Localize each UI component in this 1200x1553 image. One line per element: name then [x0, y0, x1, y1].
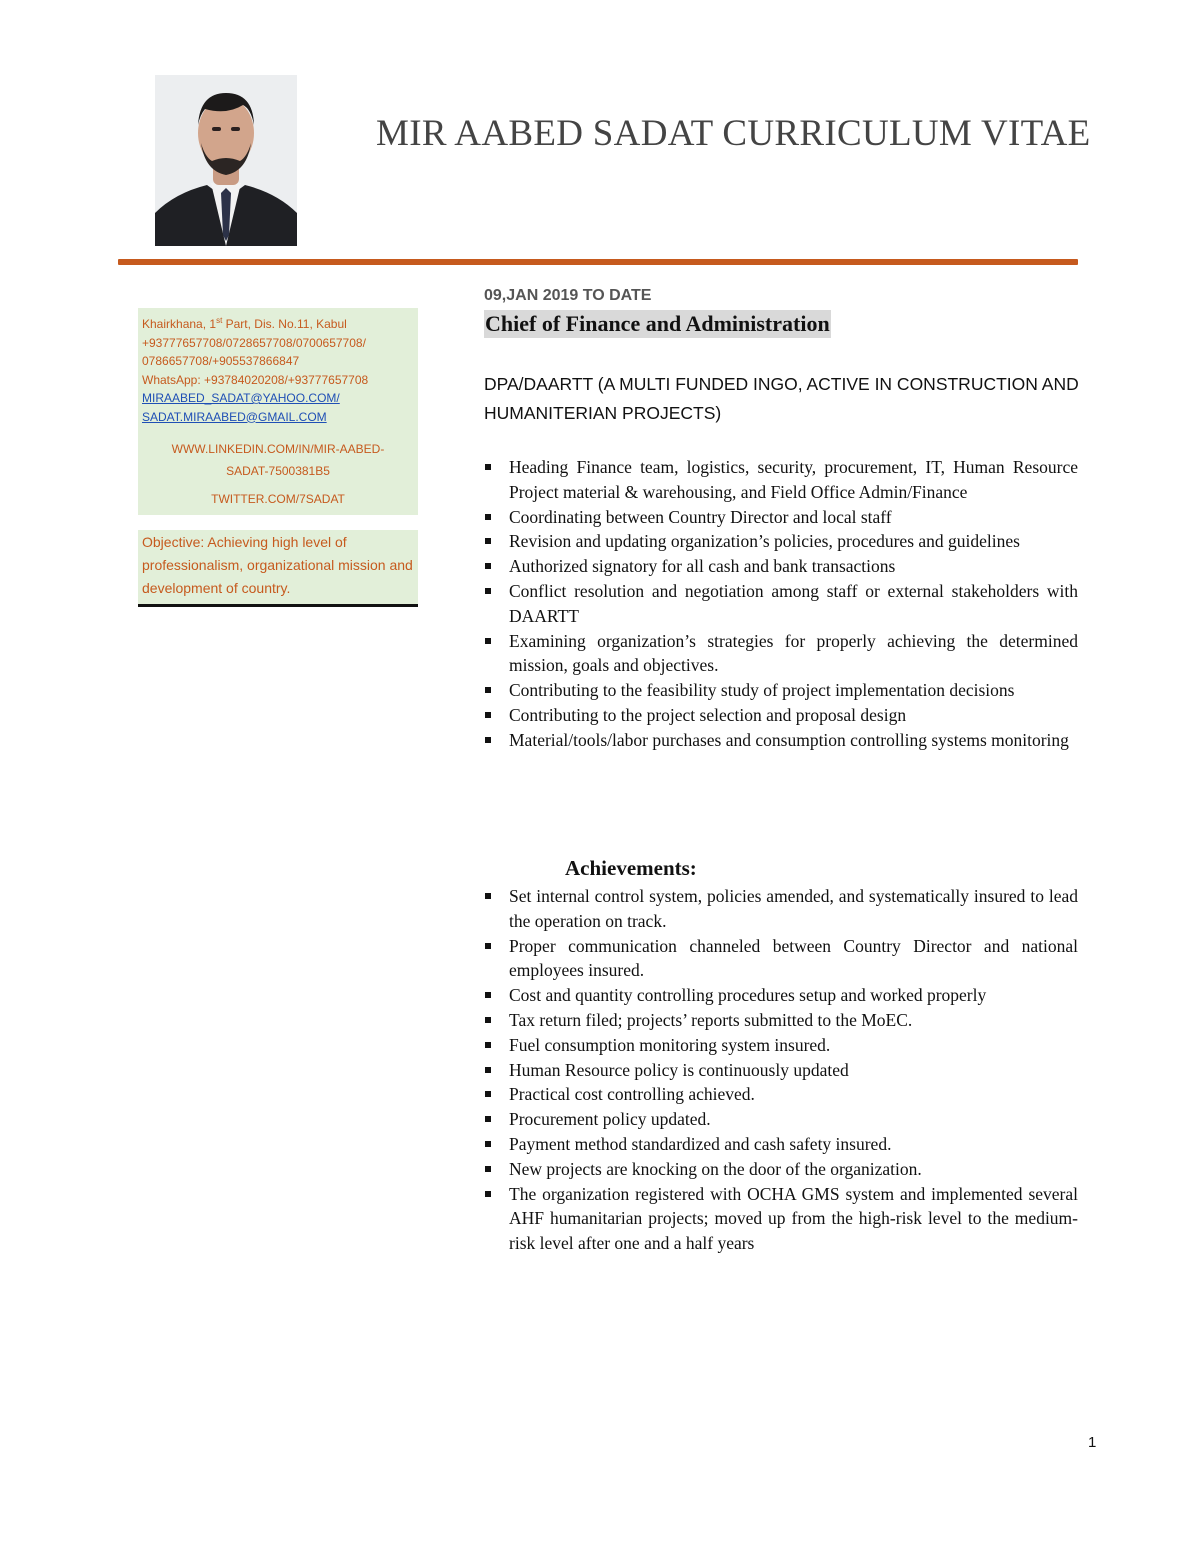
achievement-text: Cost and quantity controlling procedures setup and worked properly: [509, 985, 987, 1006]
list-item: [484, 455, 1078, 505]
achievement-text: Proper communication channeled between Country Director and national employees insured.: [509, 935, 1078, 981]
bullet-icon: [485, 1067, 491, 1073]
spacer: [142, 426, 414, 438]
cv-title: MIR AABED SADAT CURRICULUM VITAE: [376, 113, 1091, 154]
phones-line-1: +93777657708/0728657708/0700657708/: [142, 335, 366, 350]
list-item: [484, 1033, 1078, 1058]
bullet-icon: [485, 737, 491, 743]
list-item: [484, 554, 1078, 579]
achievement-text: Procurement policy updated.: [509, 1109, 711, 1130]
bullet-icon: [485, 1042, 491, 1048]
header-divider: [118, 259, 1078, 265]
bullet-icon: [485, 514, 491, 520]
bullet-icon: [485, 712, 491, 718]
list-item: [484, 1182, 1078, 1256]
list-item: [484, 934, 1078, 984]
page-number: 1: [1088, 1434, 1097, 1451]
linkedin-line-1[interactable]: WWW.LINKEDIN.COM/IN/MIR-AABED-: [171, 442, 385, 456]
achievement-text: New projects are knocking on the door of the organization.: [509, 1158, 922, 1179]
address-superscript: st: [216, 316, 223, 325]
list-item: [484, 505, 1078, 530]
bullet-icon: [485, 1017, 491, 1023]
bullet-icon: [485, 638, 491, 644]
bullet-icon: [485, 992, 491, 998]
address-suffix: Part, Dis. No.11, Kabul: [222, 317, 347, 331]
achievements-list: [484, 884, 1078, 1256]
list-item: [484, 983, 1078, 1008]
list-item: [484, 703, 1078, 728]
list-item: [484, 629, 1078, 679]
bullet-icon: [485, 563, 491, 569]
list-item: [484, 1008, 1078, 1033]
duty-text: Contributing to the project selection and proposal design: [509, 704, 907, 725]
bullet-icon: [485, 1091, 491, 1097]
bullet-icon: [485, 943, 491, 949]
linkedin-line-2[interactable]: SADAT-7500381B5: [226, 464, 330, 478]
objective-box: Objective: Achieving high level of professionalism, organizational mission and development of country.: [138, 530, 418, 607]
duty-text: Contributing to the feasibility study of project implementation decisions: [509, 680, 1015, 701]
bullet-icon: [485, 538, 491, 544]
profile-photo-illustration: [155, 75, 297, 246]
list-item: [484, 1107, 1078, 1132]
achievement-text: Practical cost controlling achieved.: [509, 1084, 755, 1105]
phones-line-2: 0786657708/+905537866847: [142, 354, 300, 368]
email-link-2[interactable]: SADAT.MIRAABED@GMAIL.COM: [142, 409, 327, 424]
duty-text: Material/tools/labor purchases and consumption controlling systems monitoring: [509, 729, 1069, 750]
list-item: [484, 1157, 1078, 1182]
achievement-text: Fuel consumption monitoring system insured.: [509, 1034, 831, 1055]
twitter-link[interactable]: TWITTER.COM/7SADAT: [211, 492, 345, 506]
list-item: [484, 884, 1078, 934]
list-item: [484, 678, 1078, 703]
achievement-text: Set internal control system, policies amended, and systematically insured to lead the operation on track.: [509, 886, 1078, 931]
spacer: [142, 482, 414, 490]
address-prefix: Khairkhana, 1: [142, 317, 217, 331]
list-item: [484, 1058, 1078, 1083]
job-title: Chief of Finance and Administration: [485, 311, 830, 336]
achievement-text: Tax return filed; projects’ reports submitted to the MoEC.: [509, 1009, 913, 1030]
achievement-text: Human Resource policy is continuously updated: [509, 1059, 849, 1080]
bullet-icon: [485, 687, 491, 693]
bullet-icon: [485, 1166, 491, 1172]
profile-photo: [155, 75, 297, 246]
whatsapp-line: WhatsApp: +93784020208/+93777657708: [142, 372, 369, 387]
bullet-icon: [485, 1116, 491, 1122]
achievement-text: Payment method standardized and cash safety insured.: [509, 1133, 892, 1154]
bullet-icon: [485, 1191, 491, 1197]
bullet-icon: [485, 464, 491, 470]
duty-text: Revision and updating organization’s policies, procedures and guidelines: [509, 531, 1020, 552]
list-item: [484, 1082, 1078, 1107]
bullet-icon: [485, 588, 491, 594]
list-item: [484, 1132, 1078, 1157]
duties-list: [484, 455, 1078, 753]
duty-text: Authorized signatory for all cash and bank transactions: [509, 556, 896, 577]
list-item: [484, 529, 1078, 554]
contact-box: [138, 308, 418, 515]
list-item: [484, 579, 1078, 629]
duty-text: Heading Finance team, logistics, security, procurement, IT, Human Resource Project material & warehousing, and Field Office Admin/Finance: [509, 457, 1078, 502]
duty-text: Examining organization’s strategies for properly achieving the determined mission, goals and objectives.: [509, 630, 1078, 676]
address-line: [142, 312, 414, 334]
email-link-1[interactable]: MIRAABED_SADAT@YAHOO.COM/: [142, 391, 340, 405]
bullet-icon: [485, 1141, 491, 1147]
achievement-text: The organization registered with OCHA GMS system and implemented several AHF humanitarian projects; moved up from the high-risk level to the medium-risk level after one and a half years: [509, 1183, 1078, 1254]
organization-name: DPA/DAARTT (A MULTI FUNDED INGO, ACTIVE IN CONSTRUCTION AND HUMANITERIAN PROJECTS): [484, 374, 1079, 423]
duty-text: Coordinating between Country Director and local staff: [509, 506, 892, 527]
achievements-heading: Achievements:: [565, 856, 697, 880]
list-item: [484, 728, 1078, 753]
duty-text: Conflict resolution and negotiation among staff or external stakeholders with DAARTT: [509, 580, 1078, 626]
job-date: 09,JAN 2019 TO DATE: [484, 287, 652, 304]
bullet-icon: [485, 893, 491, 899]
